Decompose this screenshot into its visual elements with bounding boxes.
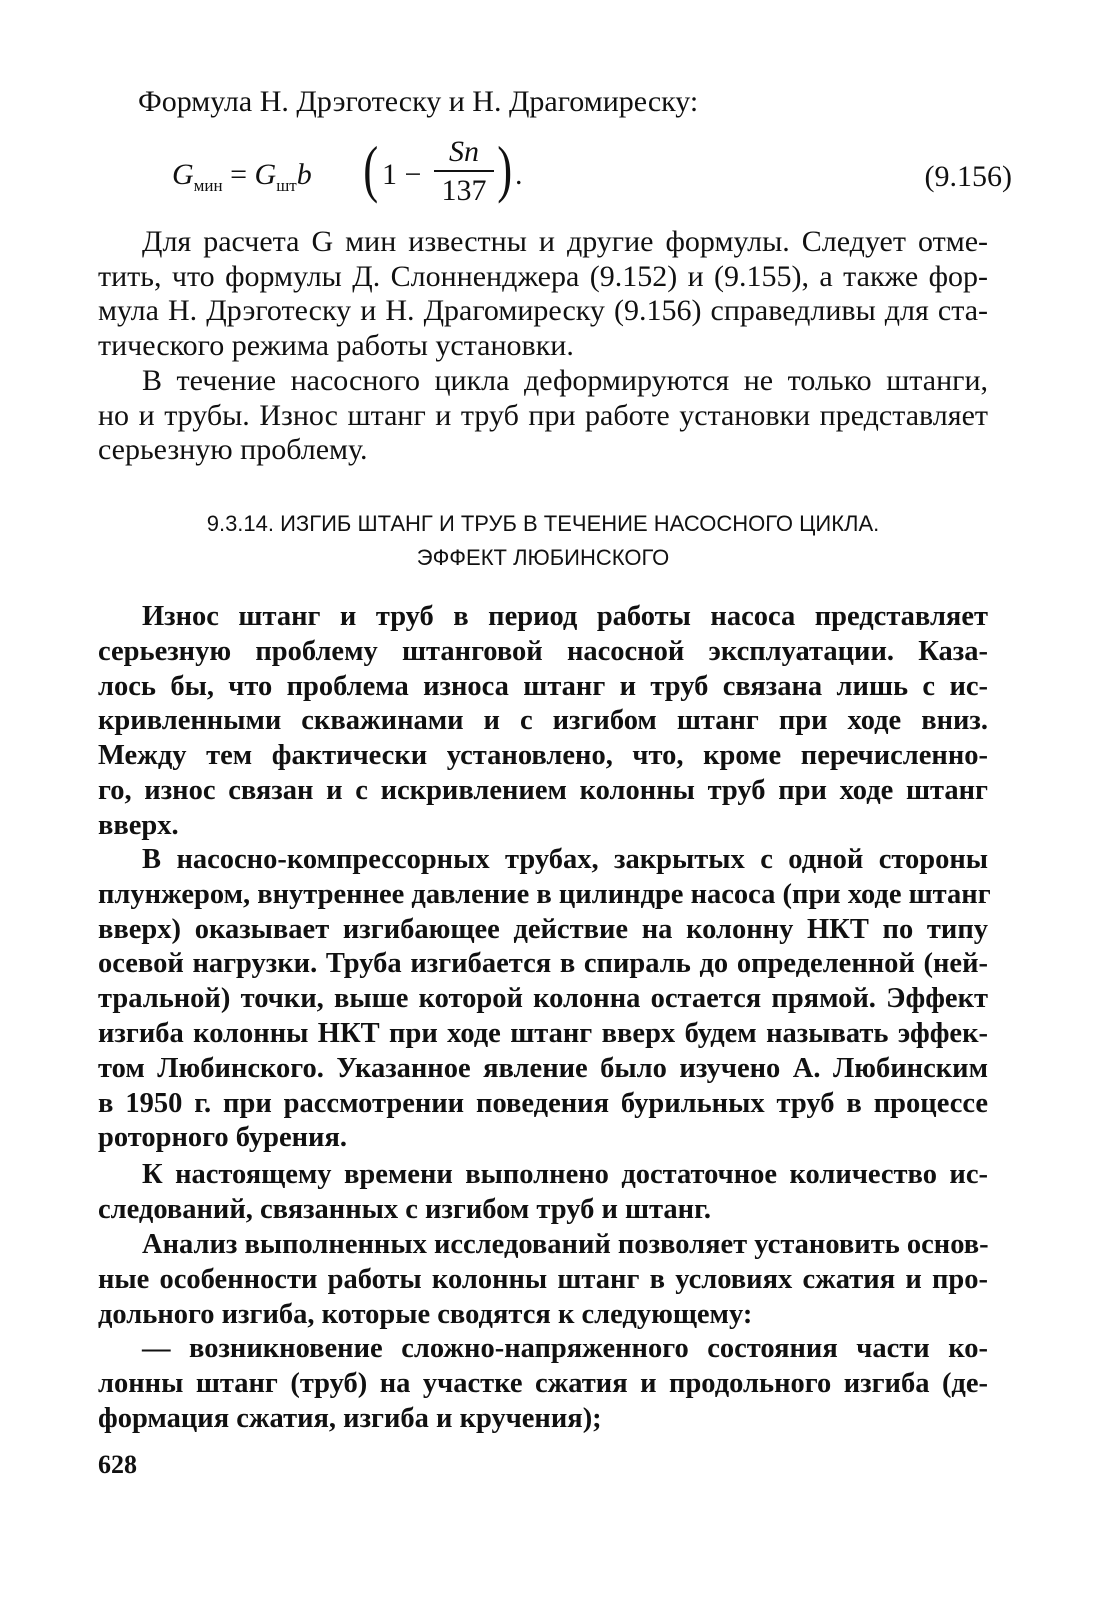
- formula-period: .: [515, 158, 523, 191]
- formula-rhs-b: b: [296, 158, 312, 191]
- formula-left-paren: (: [363, 133, 379, 204]
- text-line: мула Н. Дрэготеску и Н. Драгомиреску (9.156) справедливы для ста-: [98, 294, 988, 327]
- text-line: В течение насосного цикла деформируются не только штанги,: [142, 364, 988, 397]
- text-line: тральной) точки, выше которой колонна остается прямой. Эффект: [98, 983, 988, 1015]
- section-heading-line-2: ЭФФЕКТ ЛЮБИНСКОГО: [416, 545, 670, 570]
- formula-intro: Формула Н. Дрэготеску и Н. Драгомиреску:: [138, 85, 699, 118]
- formula-9-156: [172, 130, 1012, 220]
- formula-fraction: [434, 134, 494, 210]
- formula-rhs-sub: шт: [276, 176, 297, 195]
- text-line: вверх.: [98, 809, 179, 841]
- text-line: кривленными скважинами и с изгибом штанг при ходе вниз.: [98, 705, 988, 737]
- text-line: Между тем фактически установлено, что, кроме перечисленно-: [98, 740, 988, 772]
- text-line: серьезную проблему.: [98, 433, 368, 466]
- paragraph-gmin-formulas: [98, 225, 988, 363]
- paragraph-deformation: [98, 364, 988, 468]
- section-heading-line-1: 9.3.14. ИЗГИБ ШТАНГ И ТРУБ В ТЕЧЕНИЕ НАСОСНОГО ЦИКЛА.: [206, 511, 880, 536]
- text-line: следований, связанных с изгибом труб и штанг.: [98, 1193, 711, 1225]
- paragraph-list-item: [98, 1332, 988, 1436]
- text-line: том Любинского. Указанное явление было изучено А. Любинским: [98, 1052, 988, 1084]
- formula-rhs-var: G: [254, 158, 277, 191]
- formula-one-minus: 1 −: [382, 158, 422, 191]
- text-line: — возникновение сложно-напряженного состояния части ко-: [142, 1333, 988, 1364]
- formula-lhs-var: G: [172, 158, 194, 191]
- formula-lhs-sub: мин: [193, 176, 223, 195]
- text-line: В насосно-компрессорных трубах, закрытых с одной стороны: [142, 844, 988, 875]
- paragraph-wear-problem: [98, 600, 988, 844]
- text-line: вверх) оказывает изгибающее действие на колонну НКТ по типу: [98, 913, 988, 945]
- formula-lhs: [172, 158, 312, 196]
- text-line: Для расчета G мин известны и другие формулы. Следует отме-: [142, 225, 988, 258]
- text-line: но и трубы. Износ штанг и труб при работе установки представляет: [98, 398, 988, 432]
- formula-denominator: 137: [441, 174, 487, 207]
- equation-number: (9.156): [924, 160, 1012, 193]
- formula-right-paren: ): [497, 133, 513, 204]
- text-line: Износ штанг и труб в период работы насоса представляет: [142, 601, 988, 632]
- text-line: тического режима работы установки.: [98, 328, 574, 362]
- paragraph-lubinski-effect: [98, 843, 991, 1156]
- text-line: лонны штанг (труб) на участке сжатия и продольного изгиба (де-: [98, 1367, 988, 1399]
- text-line: лось бы, что проблема износа штанг и труб связана лишь с ис-: [98, 670, 988, 702]
- text-line: в 1950 г. при рассмотрении поведения бурильных труб в процессе: [98, 1087, 988, 1119]
- paragraph-analysis: [98, 1228, 988, 1332]
- paragraph-research-done: [98, 1158, 988, 1228]
- text-line: дольного изгиба, которые сводятся к следующему:: [98, 1298, 753, 1330]
- text-line: тить, что формулы Д. Слонненджера (9.152) и (9.155), а также фор-: [98, 259, 988, 293]
- text-line: формация сжатия, изгиба и кручения);: [98, 1402, 602, 1434]
- page-number: 628: [98, 1450, 137, 1479]
- text-line: ные особенности работы колонны штанг в условиях сжатия и про-: [98, 1263, 988, 1295]
- text-line: Анализ выполненных исследований позволяет установить основ-: [142, 1229, 989, 1260]
- text-line: изгиба колонны НКТ при ходе штанг вверх будем называть эффек-: [98, 1017, 988, 1049]
- text-line: роторного бурения.: [98, 1122, 348, 1154]
- text-line: К настоящему времени выполнено достаточное количество ис-: [142, 1159, 988, 1190]
- text-line: серьезную проблему штанговой насосной эксплуатации. Каза-: [98, 635, 988, 667]
- text-line: го, износ связан и с искривлением колонны труб при ходе штанг: [98, 774, 988, 806]
- text-line: осевой нагрузки. Труба изгибается в спираль до определенной (ней-: [98, 948, 988, 980]
- formula-numerator: Sn: [434, 134, 494, 172]
- section-heading: [98, 507, 988, 575]
- text-line: плунжером, внутреннее давление в цилиндре насоса (при ходе штанг: [98, 878, 991, 910]
- formula-equals: =: [230, 158, 248, 191]
